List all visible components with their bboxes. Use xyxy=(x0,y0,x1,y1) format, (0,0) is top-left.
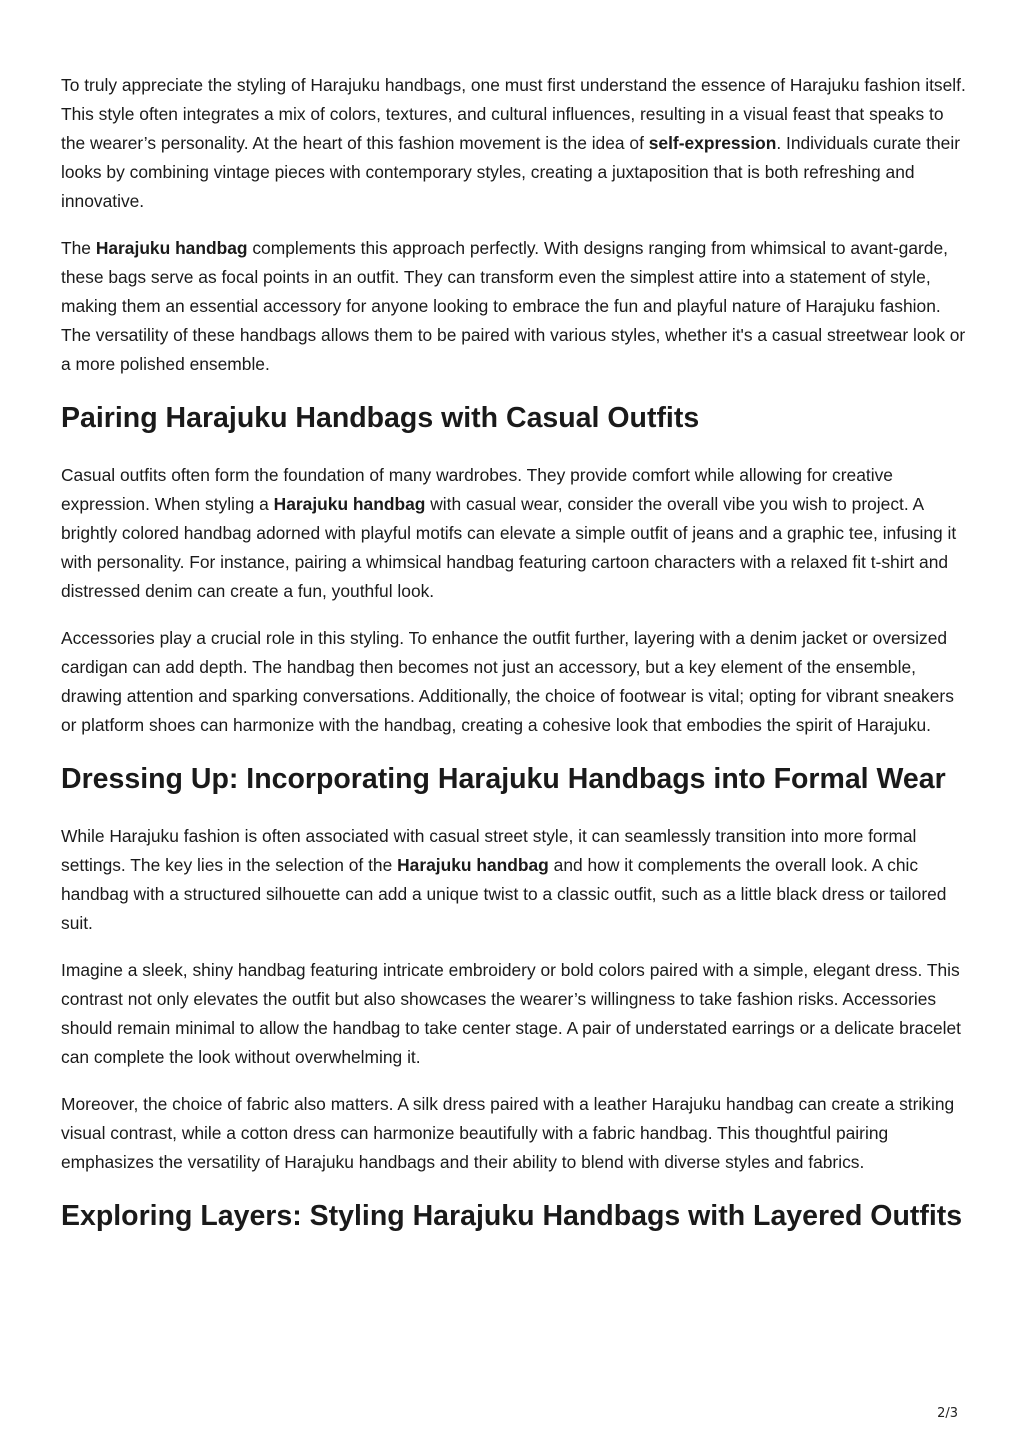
bold-phrase: self-expression xyxy=(648,133,777,153)
paragraph-text: The xyxy=(61,238,96,258)
page-number: 2/3 xyxy=(937,1406,958,1421)
body-paragraph xyxy=(61,624,966,740)
paragraph-text: . Individuals curate their looks by combining vintage pieces with contemporary styles, creating a juxtaposition that is both refreshing and innovative. xyxy=(61,133,961,211)
paragraph-text: Imagine a sleek, shiny handbag featuring intricate embroidery or bold colors paired with a simple, elegant dress. This contrast not only elevates the outfit but also showcases the wearer’s willingness to take fashion risks. Accessories should remain minimal to allow the handbag to take center stage. A pair of understated earrings or a delicate bracelet can complete the look without overwhelming it. xyxy=(61,960,962,1067)
paragraph-text: with casual wear, consider the overall vibe you wish to project. A brightly colored handbag adorned with playful motifs can elevate a simple outfit of jeans and a graphic tee, infusing it with personality. For instance, pairing a whimsical handbag featuring cartoon characters with a relaxed fit t-shirt and distressed denim can create a fun, youthful look. xyxy=(61,494,957,601)
paragraph-text: To truly appreciate the styling of Harajuku handbags, one must first understand the essence of Harajuku fashion itself. This style often integrates a mix of colors, textures, and cultural influences, resulting in a visual feast that speaks to the wearer’s personality. At the heart of this fashion movement is the idea of xyxy=(61,75,966,153)
body-paragraph xyxy=(61,822,966,938)
paragraph-text: Casual outfits often form the foundation of many wardrobes. They provide comfort while allowing for creative expression. When styling a xyxy=(61,465,893,514)
paragraph-text: and how it complements the overall look. A chic handbag with a structured silhouette can add a unique twist to a classic outfit, such as a little black dress or tailored suit. xyxy=(61,855,947,933)
body-paragraph xyxy=(61,234,966,379)
paragraph-text: Accessories play a crucial role in this styling. To enhance the outfit further, layering with a denim jacket or oversized cardigan can add depth. The handbag then becomes not just an accessory, but a key element of the ensemble, drawing attention and sparking conversations. Additionally, the choice of footwear is vital; opting for vibrant sneakers or platform shoes can harmonize with the handbag, creating a cohesive look that embodies the spirit of Harajuku. xyxy=(61,628,954,735)
bold-phrase: Harajuku handbag xyxy=(273,494,426,514)
document-page xyxy=(61,71,966,1259)
section-heading: Exploring Layers: Styling Harajuku Handbags with Layered Outfits xyxy=(61,1200,963,1232)
bold-phrase: Harajuku handbag xyxy=(95,238,248,258)
bold-phrase: Harajuku handbag xyxy=(397,855,549,875)
body-paragraph xyxy=(61,956,966,1072)
body-paragraph xyxy=(61,71,966,216)
section-heading: Dressing Up: Incorporating Harajuku Handbags into Formal Wear xyxy=(61,763,946,795)
body-paragraph xyxy=(61,461,966,606)
section-heading: Pairing Harajuku Handbags with Casual Outfits xyxy=(61,402,700,434)
paragraph-text: Moreover, the choice of fabric also matters. A silk dress paired with a leather Harajuku handbag can create a striking visual contrast, while a cotton dress can harmonize beautifully with a fabric handbag. This thoughtful pairing emphasizes the versatility of Harajuku handbags and their ability to blend with diverse styles and fabrics. xyxy=(61,1094,955,1172)
body-paragraph xyxy=(61,1090,966,1177)
paragraph-text: While Harajuku fashion is often associated with casual street style, it can seamlessly transition into more formal settings. The key lies in the selection of the xyxy=(61,826,917,875)
paragraph-text: complements this approach perfectly. With designs ranging from whimsical to avant-garde, these bags serve as focal points in an outfit. They can transform even the simplest attire into a statement of style, making them an essential accessory for anyone looking to embrace the fun and playful nature of Harajuku fashion. The versatility of these handbags allows them to be paired with various styles, whether it's a casual streetwear look or a more polished ensemble. xyxy=(61,238,966,374)
